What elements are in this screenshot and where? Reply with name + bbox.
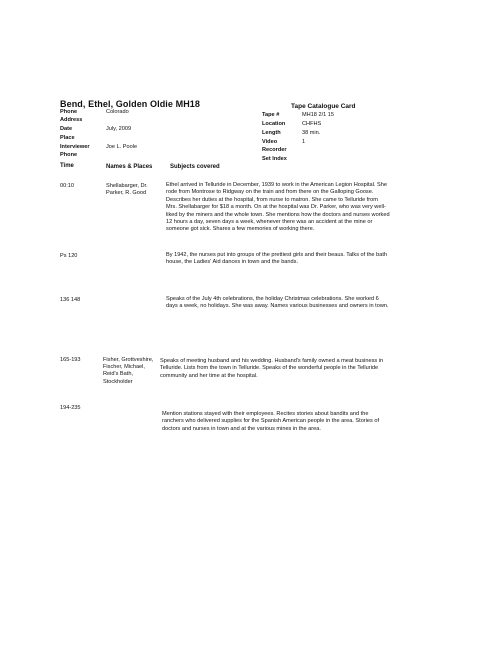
info-value-interviewer: Joe L. Poole (106, 144, 138, 150)
entry-summary: Mention stations stayed with their employees. Recites stories about bandits and the ranchers who delivered supplies for the Spanish American people in the area. Stories of doctors and nurses in town and at the various mines in the area. (162, 411, 380, 432)
entry-summary: Speaks of the July 4th celebrations, the holiday Christmas celebrations. She worked 6 days a week, no holidays. She was away. Names various businesses and owners in town. (166, 296, 389, 310)
catalog-value-tape: MH18 2/1 15 (302, 112, 335, 118)
catalog-label-location: Location (262, 121, 286, 127)
column-header-subjects: Subjects covered (170, 164, 220, 170)
entry-time: 165-193 (60, 357, 81, 363)
catalog-label-set-index: Set Index (262, 156, 287, 162)
catalog-card-title: Tape Catalogue Card (291, 103, 356, 110)
column-header-names: Names & Places (106, 164, 153, 170)
entry-names: Fisher, Grottveshire, Fischer, Michael, Reid's Bath, Stockholder (103, 357, 154, 385)
entry-time: Ps 120 (60, 253, 78, 259)
info-label-address: Address (60, 117, 83, 123)
catalog-label-tape: Tape # (262, 112, 280, 118)
catalog-value-video: 1 (302, 139, 306, 145)
info-label-place: Place (60, 135, 75, 141)
info-label-interviewer: Interviewer (60, 144, 90, 150)
catalog-label-video: Video (262, 139, 278, 145)
document-title: Bend, Ethel, Golden Oldie MH18 (60, 99, 201, 109)
catalog-value-location: CHFHS (302, 121, 322, 127)
info-label-date: Date (60, 126, 73, 132)
entry-names: Shellabarger, Dr. Parker, R. Good (106, 183, 148, 197)
entry-summary: By 1942, the nurses put into groups of the prettiest girls and their beaus. Talks of the bath house, the Ladies' Aid dances in town and the bands. (166, 252, 387, 266)
catalog-label-recorder: Recorder (262, 147, 287, 153)
entry-summary: Ethel arrived in Telluride in December, 1939 to work in the American Legion Hospital. She rode from Montrose to Ridgway on the train and from there on the Galloping Goose. Describes her duties at the hospital, from nurse to matron. She came to Telluride from Mrs. Shellabarger for $18 a month. On at the hospital was Dr. Parker, who was very well-liked by the miners and the whole town. She mentions how the doctors and nurses worked 12 hours a day, seven days a week, whenever there was an accident at the mine or someone got sick. Shares a few memories of working there. (166, 182, 390, 233)
column-header-time: Time (60, 163, 74, 169)
entry-time: 00:10 (60, 183, 74, 189)
entry-time: 136 148 (60, 297, 81, 303)
info-value-date: July, 2009 (106, 126, 132, 132)
info-value-phone: Colorado (106, 109, 129, 115)
info-label-phone-2: Phone (60, 152, 78, 158)
catalog-label-length: Length (262, 130, 281, 136)
catalog-value-length: 38 min. (302, 130, 321, 136)
entry-summary: Speaks of meeting husband and his wedding. Husband's family owned a meat business in Telluride. Lists from the town in Telluride. Speaks of the wonderful people in the Telluride community and her time at the hospital. (160, 358, 384, 379)
entry-time: 194-235 (60, 405, 81, 411)
info-label-phone: Phone (60, 109, 78, 115)
